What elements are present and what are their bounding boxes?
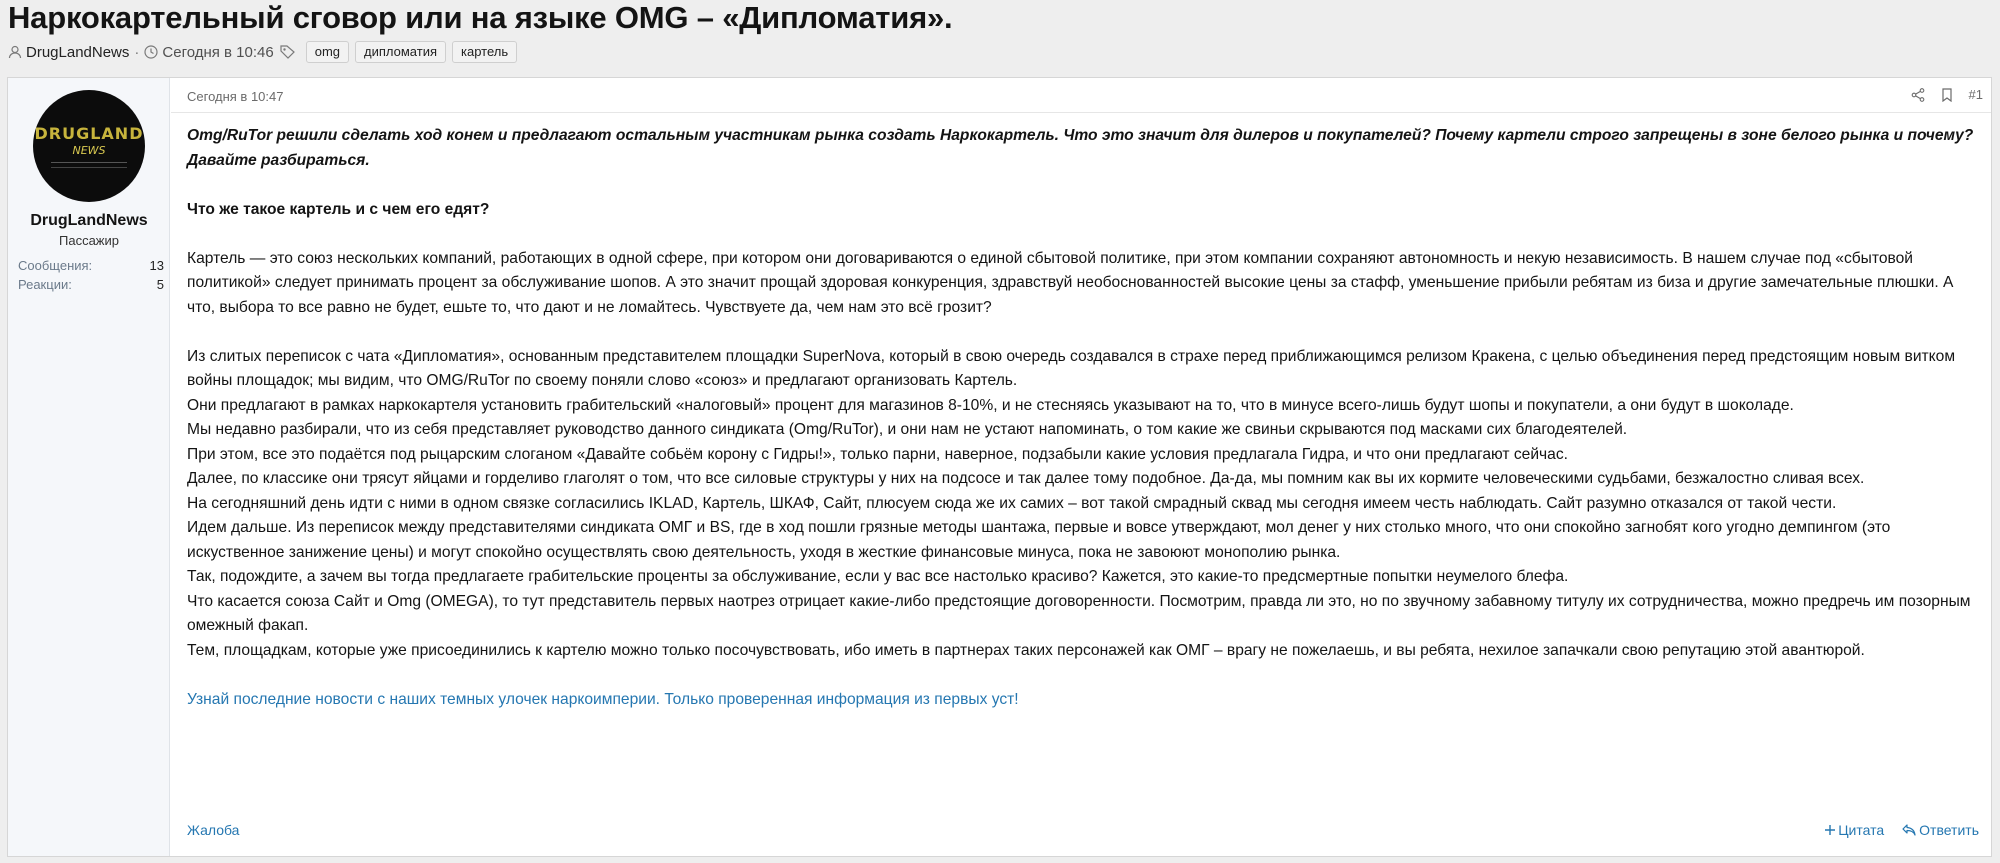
post-line: Из слитых переписок с чата «Дипломатия», основанным представителем площадки SuperNova, который в свою очередь создавался в страхе перед приближающимся релизом Кракена, с целью объединения перед предстоящим новым витком войны площадок; мы видим, что OMG/RuTor по своему поняли слово «союз» и предлагают организовать Картель. (187, 347, 1956, 389)
post-header (171, 78, 1991, 113)
thread-date[interactable]: Сегодня в 10:46 (162, 43, 274, 61)
post-main (171, 78, 1991, 856)
post-line: Мы недавно разбирали, что из себя представляет руководство данного синдиката (Omg/RuTor), и они нам не устают напоминать, о том какие же свиньи скрываются под масками сих благодеятелей. (187, 421, 1628, 438)
user-info-panel (8, 78, 170, 856)
plus-icon (1825, 825, 1835, 835)
tag-omg[interactable]: omg (306, 41, 349, 63)
post-footer (187, 822, 1979, 842)
tag-diplomacy[interactable]: дипломатия (355, 41, 446, 63)
quote-label: Цитата (1838, 822, 1885, 838)
clock-icon (144, 45, 158, 59)
meta-separator: · (134, 43, 140, 61)
stat-label: Реакции: (18, 277, 72, 292)
page-title: Наркокартельный сговор или на языке OMG – «Дипломатия». (8, 0, 953, 35)
stat-messages (18, 258, 164, 273)
share-icon[interactable] (1911, 88, 1925, 102)
post-footer-actions (1825, 822, 1979, 838)
post-line: Тем, площадкам, которые уже присоединились к картелю можно только посочувствовать, ибо иметь в партнерах таких персонажей как ОМГ – врагу не пожелаешь, и вы ребята, нехилое запачкали свою репутацию этой авантюрой. (187, 641, 1865, 659)
post-line: При этом, все это подаётся под рыцарским слоганом «Давайте собьём корону с Гидры!», только парни, наверное, подзабыли какие условия предлагала Гидра, и что они предлагают сейчас. (187, 445, 1568, 463)
post-line: Что касается союза Сайт и Omg (OMEGA), то тут представитель первых наотрез отрицает какие-либо предстоящие договоренности. Посмотрим, правда ли это, но по звучному забавному титулу их сотрудничества, можно предречь им позорным омежный факап. (187, 592, 1971, 634)
post-question: Что же такое картель и с чем его едят? (187, 200, 490, 218)
quote-button[interactable] (1825, 822, 1884, 838)
post-header-actions (1911, 87, 1983, 102)
post-body (187, 124, 1979, 712)
post-line: Они предлагают в рамках наркокартеля установить грабительский «налоговый» процент для магазинов 8-10%, и не стесняясь указывают на то, что в минусе всего-лишь будут шопы и покупатели, а они будут в шоколаде. (187, 396, 1794, 414)
post-line: Далее, по классике они трясут яйцами и горделиво глаголят о том, что все силовые структуры у них на подсосе и так далее тому подобное. Да-да, мы помним как вы их кормите человеческими судьбами, безжалостно сливая всех. (187, 470, 1865, 487)
thread-author-link[interactable]: DrugLandNews (26, 43, 130, 61)
user-icon (8, 45, 22, 59)
avatar-logo-subtext: NEWS (72, 144, 106, 157)
post-line: Идем дальше. Из переписок между представителями синдиката ОМГ и BS, где в ход пошли грязные методы шантажа, первые и вовсе утверждают, мол денег у них столько много, что они спокойно загнобят кого угодно демпингом (это искуственное занижение цены) и могут спокойно осуществлять свою деятельность, уходя в жесткие финансовые минуса, пока не завоюют монополию рынка. (187, 519, 1891, 561)
reply-button[interactable] (1902, 822, 1979, 838)
report-link[interactable]: Жалоба (187, 822, 240, 838)
stat-value[interactable]: 13 (149, 258, 164, 273)
username-link[interactable]: DrugLandNews (30, 212, 148, 229)
stat-reactions (18, 277, 164, 292)
tag-cartel[interactable]: картель (452, 41, 517, 63)
stat-label: Сообщения: (18, 258, 93, 273)
stat-value: 5 (156, 277, 164, 292)
post-line: Так, подождите, а зачем вы тогда предлагаете грабительские проценты за обслуживание, если у вас все настолько красиво? Кажется, это какие-то предсмертные попытки неумелого блефа. (187, 568, 1569, 585)
post-paragraph: Картель — это союз нескольких компаний, работающих в одной сфере, при котором они договариваются о единой сбытовой политике, при этом компании сохраняют автономность и некую независимость. В нашем случае под «сбытовой политикой» следует принимать процент за обслуживание шопов. А это значит прощай здоровая конкуренция, здравствуй необоснованностей высокие цены за стафф, уменьшение прибыли ребятам из биза и другие замечательные плюшки. А что, выбора то все равно не будет, ешьте то, что дают и не ломайтесь. Чувствуете да, чем нам это всё грозит? (187, 249, 1954, 316)
thread-meta (8, 39, 517, 65)
post-line: На сегодняшний день идти с ними в одном связке согласились IKLAD, Картель, ШКАФ, Сайт, плюсуем сюда же их самих – вот такой смрадный сквад мы сегодня имеем честь наблюдать. Сайт разумно отказался от такой чести. (187, 494, 1837, 512)
avatar-logo-text: DRUGLAND (34, 124, 144, 143)
post-date-link[interactable]: Сегодня в 10:47 (187, 89, 284, 104)
post-container (7, 77, 1992, 857)
avatar[interactable] (33, 90, 145, 202)
avatar-logo-decoration (51, 162, 127, 168)
user-title: Пассажир (59, 233, 119, 248)
news-link[interactable]: Узнай последние новости с наших темных улочек наркоимперии. Только проверенная информация из первых уст! (187, 690, 1019, 708)
post-lead: Omg/RuTor решили сделать ход конем и предлагают остальным участникам рынка создать Наркокартель. Что это значит для дилеров и покупателей? Почему картели строго запрещены в зоне белого рынка и почему? Давайте разбираться. (187, 127, 1974, 169)
reply-icon (1902, 824, 1916, 836)
tag-icon (280, 45, 296, 59)
reply-label: Ответить (1919, 822, 1979, 838)
bookmark-icon[interactable] (1941, 88, 1953, 102)
post-number-link[interactable]: #1 (1968, 87, 1983, 102)
